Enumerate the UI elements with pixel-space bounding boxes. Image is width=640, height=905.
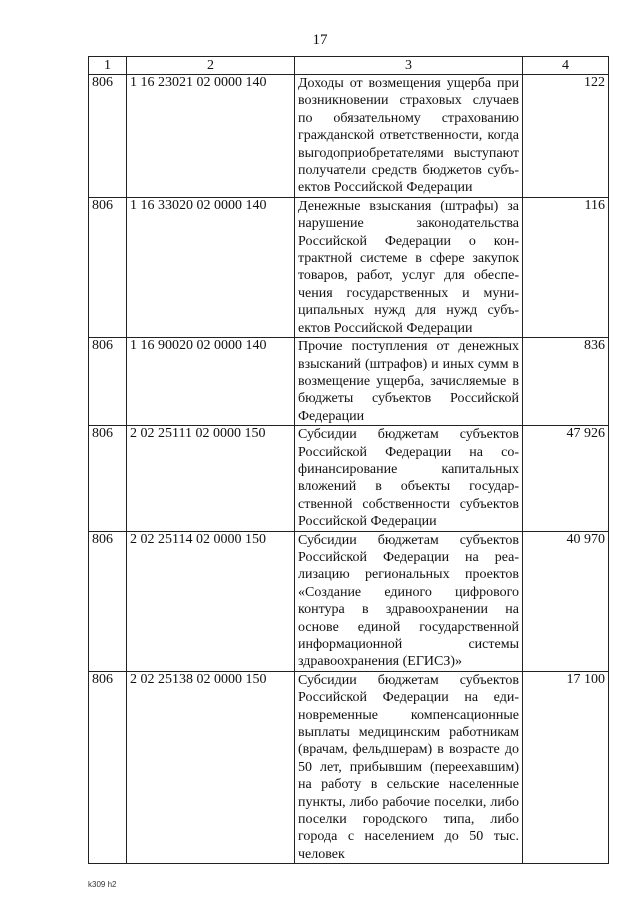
admin-code: 806 xyxy=(89,531,127,671)
table-row xyxy=(89,197,609,337)
budget-classification-code: 1 16 33020 02 0000 140 xyxy=(127,197,295,337)
amount: 836 xyxy=(523,338,609,426)
budget-table xyxy=(88,56,609,864)
budget-classification-code: 2 02 25114 02 0000 150 xyxy=(127,531,295,671)
revenue-description: Субсидии бюджетам субъектов Российской Федерации на софинансирование капитальных вложений в объекты государственной собственности субъектов Российской Федерации xyxy=(295,426,523,531)
budget-classification-code: 1 16 90020 02 0000 140 xyxy=(127,338,295,426)
budget-classification-code: 2 02 25138 02 0000 150 xyxy=(127,671,295,863)
header-col-3: 3 xyxy=(295,57,523,75)
table-row xyxy=(89,531,609,671)
table-row xyxy=(89,75,609,198)
amount: 47 926 xyxy=(523,426,609,531)
budget-classification-code: 2 02 25111 02 0000 150 xyxy=(127,426,295,531)
document-footer-code: k309 h2 xyxy=(88,880,117,889)
table-row xyxy=(89,426,609,531)
table-header-row xyxy=(89,57,609,75)
revenue-description: Денежные взыскания (штрафы) за нарушение законодательства Российской Федерации о контрактной системе в сфере закупок товаров, работ, услуг для обеспечения государственных и муниципальных нужд для нужд субъектов Российской Федерации xyxy=(295,197,523,337)
revenue-description: Субсидии бюджетам субъектов Российской Федерации на единовременные компенсационные выплаты медицинским работникам (врачам, фельдшерам) в возрасте до 50 лет, прибывшим (переехавшим) на работу в сельские населенные пункты, либо рабочие поселки, либо поселки городского типа, либо города с населением до 50 тыс. человек xyxy=(295,671,523,863)
admin-code: 806 xyxy=(89,338,127,426)
amount: 122 xyxy=(523,75,609,198)
admin-code: 806 xyxy=(89,197,127,337)
table-row xyxy=(89,671,609,863)
amount: 17 100 xyxy=(523,671,609,863)
admin-code: 806 xyxy=(89,671,127,863)
header-col-4: 4 xyxy=(523,57,609,75)
admin-code: 806 xyxy=(89,75,127,198)
revenue-description: Прочие поступления от денежных взысканий (штрафов) и иных сумм в возмещение ущерба, зачисляемые в бюджеты субъектов Российской Федерации xyxy=(295,338,523,426)
budget-classification-code: 1 16 23021 02 0000 140 xyxy=(127,75,295,198)
revenue-description: Доходы от возмещения ущерба при возникновении страховых случаев по обязательному страхованию гражданской ответственности, когда выгодоприобретателями выступают получатели средств бюджетов субъектов Российской Федерации xyxy=(295,75,523,198)
header-col-1: 1 xyxy=(89,57,127,75)
table-row xyxy=(89,338,609,426)
revenue-description: Субсидии бюджетам субъектов Российской Федерации на реализацию региональных проектов «Создание единого цифрового контура в здравоохранении на основе единой государственной информационной системы здравоохранения (ЕГИСЗ)» xyxy=(295,531,523,671)
header-col-2: 2 xyxy=(127,57,295,75)
page-number: 17 xyxy=(312,32,328,48)
amount: 40 970 xyxy=(523,531,609,671)
amount: 116 xyxy=(523,197,609,337)
admin-code: 806 xyxy=(89,426,127,531)
